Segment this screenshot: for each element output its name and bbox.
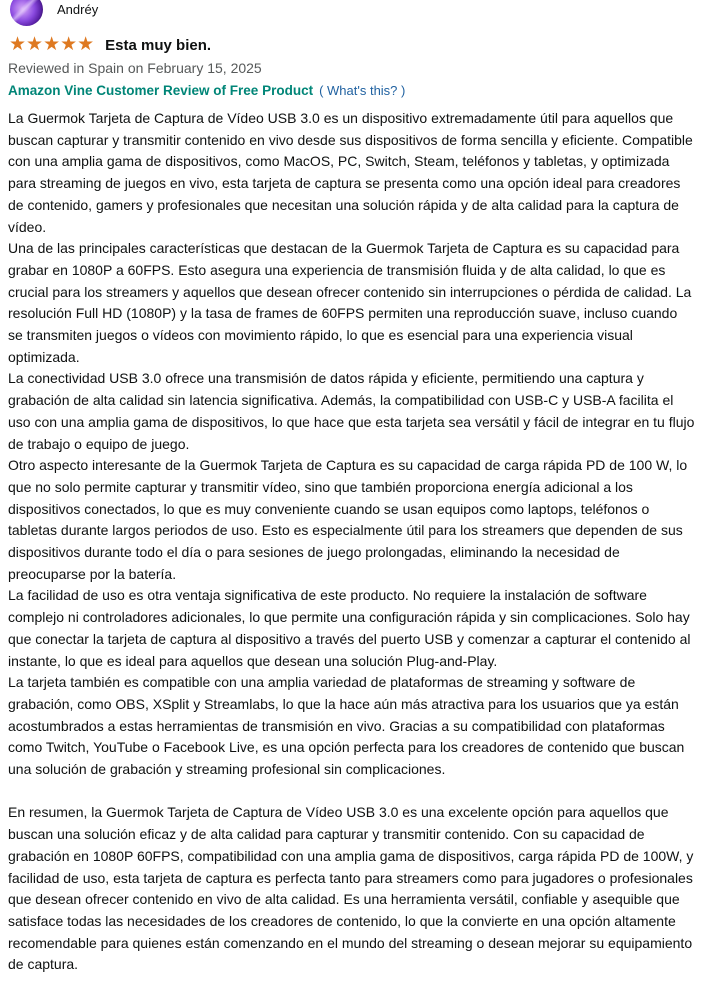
review-paragraph: La facilidad de uso es otra ventaja significativa de este producto. No requiere la instalación de software complejo ni controladores adicionales, lo que permite una configuración rápida y sin complicaciones. Solo hay que conectar la tarjeta de captura al dispositivo a través del puerto USB y comenzar a capturar el contenido al instante, lo que es ideal para aquellos que desean una solución Plug-and-Play. [8,587,691,669]
review-paragraph: La Guermok Tarjeta de Captura de Vídeo USB 3.0 es un dispositivo extremadamente útil para aquellos que buscan capturar y transmitir contenido en vivo desde sus dispositivos de forma sencilla y eficiente. Compatible con una amplia gama de dispositivos, como MacOS, PC, Switch, Steam, teléfonos y tabletas, y optimizada para streaming de juegos en vivo, esta tarjeta de captura se presenta como una opción ideal para creadores de contenido, gamers y profesionales que necesitan una solución rápida y de alta calidad para la captura de vídeo. [8,110,693,235]
review-paragraph-summary: En resumen, la Guermok Tarjeta de Captura de Vídeo USB 3.0 es una excelente opción para aquellos que buscan una solución eficaz y de alta calidad para capturar y transmitir contenido. Con su capacidad de grabación en 1080P 60FPS, compatibilidad con una amplia gama de dispositivos, carga rápida PD de 100W, y facilidad de uso, esta tarjeta de captura es perfecta tanto para streamers como para jugadores o profesionales que desean ofrecer contenido en vivo de alta calidad. Es una herramienta versátil, confiable y asequible que satisface todas las necesidades de los creadores de contenido, lo que la convierte en una opción altamente recomendable para quienes están comenzando en el mundo del streaming o desean mejorar su equipamiento de captura. [8,804,694,973]
reviewer-avatar[interactable] [10,0,43,26]
review-body-text [8,108,695,976]
review-paragraph: La tarjeta también es compatible con una amplia variedad de plataformas de streaming y software de grabación, como OBS, XSplit y Streamlabs, lo que la hace aún más atractiva para los usuarios que ya están acostumbrados a estas herramientas de transmisión en vivo. Gracias a su compatibilidad con plataformas como Twitch, YouTube o Facebook Live, es una opción perfecta para los creadores de contenido que buscan una solución de grabación y streaming profesional sin complicaciones. [8,674,685,778]
vine-badge: Amazon Vine Customer Review of Free Product [8,83,314,98]
review-title-row [8,35,695,55]
review-paragraph: La conectividad USB 3.0 ofrece una transmisión de datos rápida y eficiente, permitiendo una captura y grabación de alta calidad sin latencia significativa. Además, la compatibilidad con USB-C y USB-A facilita el uso con una amplia gama de dispositivos, lo que hace que esta tarjeta sea versátil y fácil de integrar en tu flujo de trabajo o equipo de juego. [8,370,695,452]
reviewer-profile[interactable] [8,0,695,28]
vine-badge-row [8,83,695,99]
reviewer-username[interactable]: Andréy [57,2,99,17]
review-date-location: Reviewed in Spain on February 15, 2025 [8,60,262,76]
whats-this-link[interactable]: ( What's this? ) [319,83,406,98]
star-rating-icon: ★★★★★ [9,34,95,55]
review-title: Esta muy bien. [105,36,212,54]
review-paragraph: Otro aspecto interesante de la Guermok Tarjeta de Captura es su capacidad de carga rápida PD de 100 W, lo que no solo permite capturar y transmitir vídeo, sino que también proporciona energía adicional a los dispositivos conectados, lo que es muy conveniente cuando se usan equipos como laptops, teléfonos o tabletas durante largos periodos de uso. Esto es especialmente útil para los streamers que dependen de sus dispositivos durante todo el día o para sesiones de juego prolongadas, eliminando la necesidad de preocuparse por la batería. [8,457,688,582]
review-paragraph: Una de las principales características que destacan de la Guermok Tarjeta de Captura es su capacidad para grabar en 1080P a 60FPS. Esto asegura una experiencia de transmisión fluida y de alta calidad, lo que es crucial para los streamers y aquellos que desean ofrecer contenido sin interrupciones o pérdida de calidad. La resolución Full HD (1080P) y la tasa de frames de 60FPS permiten una reproducción suave, incluso cuando se transmiten juegos o vídeos con movimiento rápido, lo que es esencial para una experiencia visual optimizada. [8,240,692,365]
